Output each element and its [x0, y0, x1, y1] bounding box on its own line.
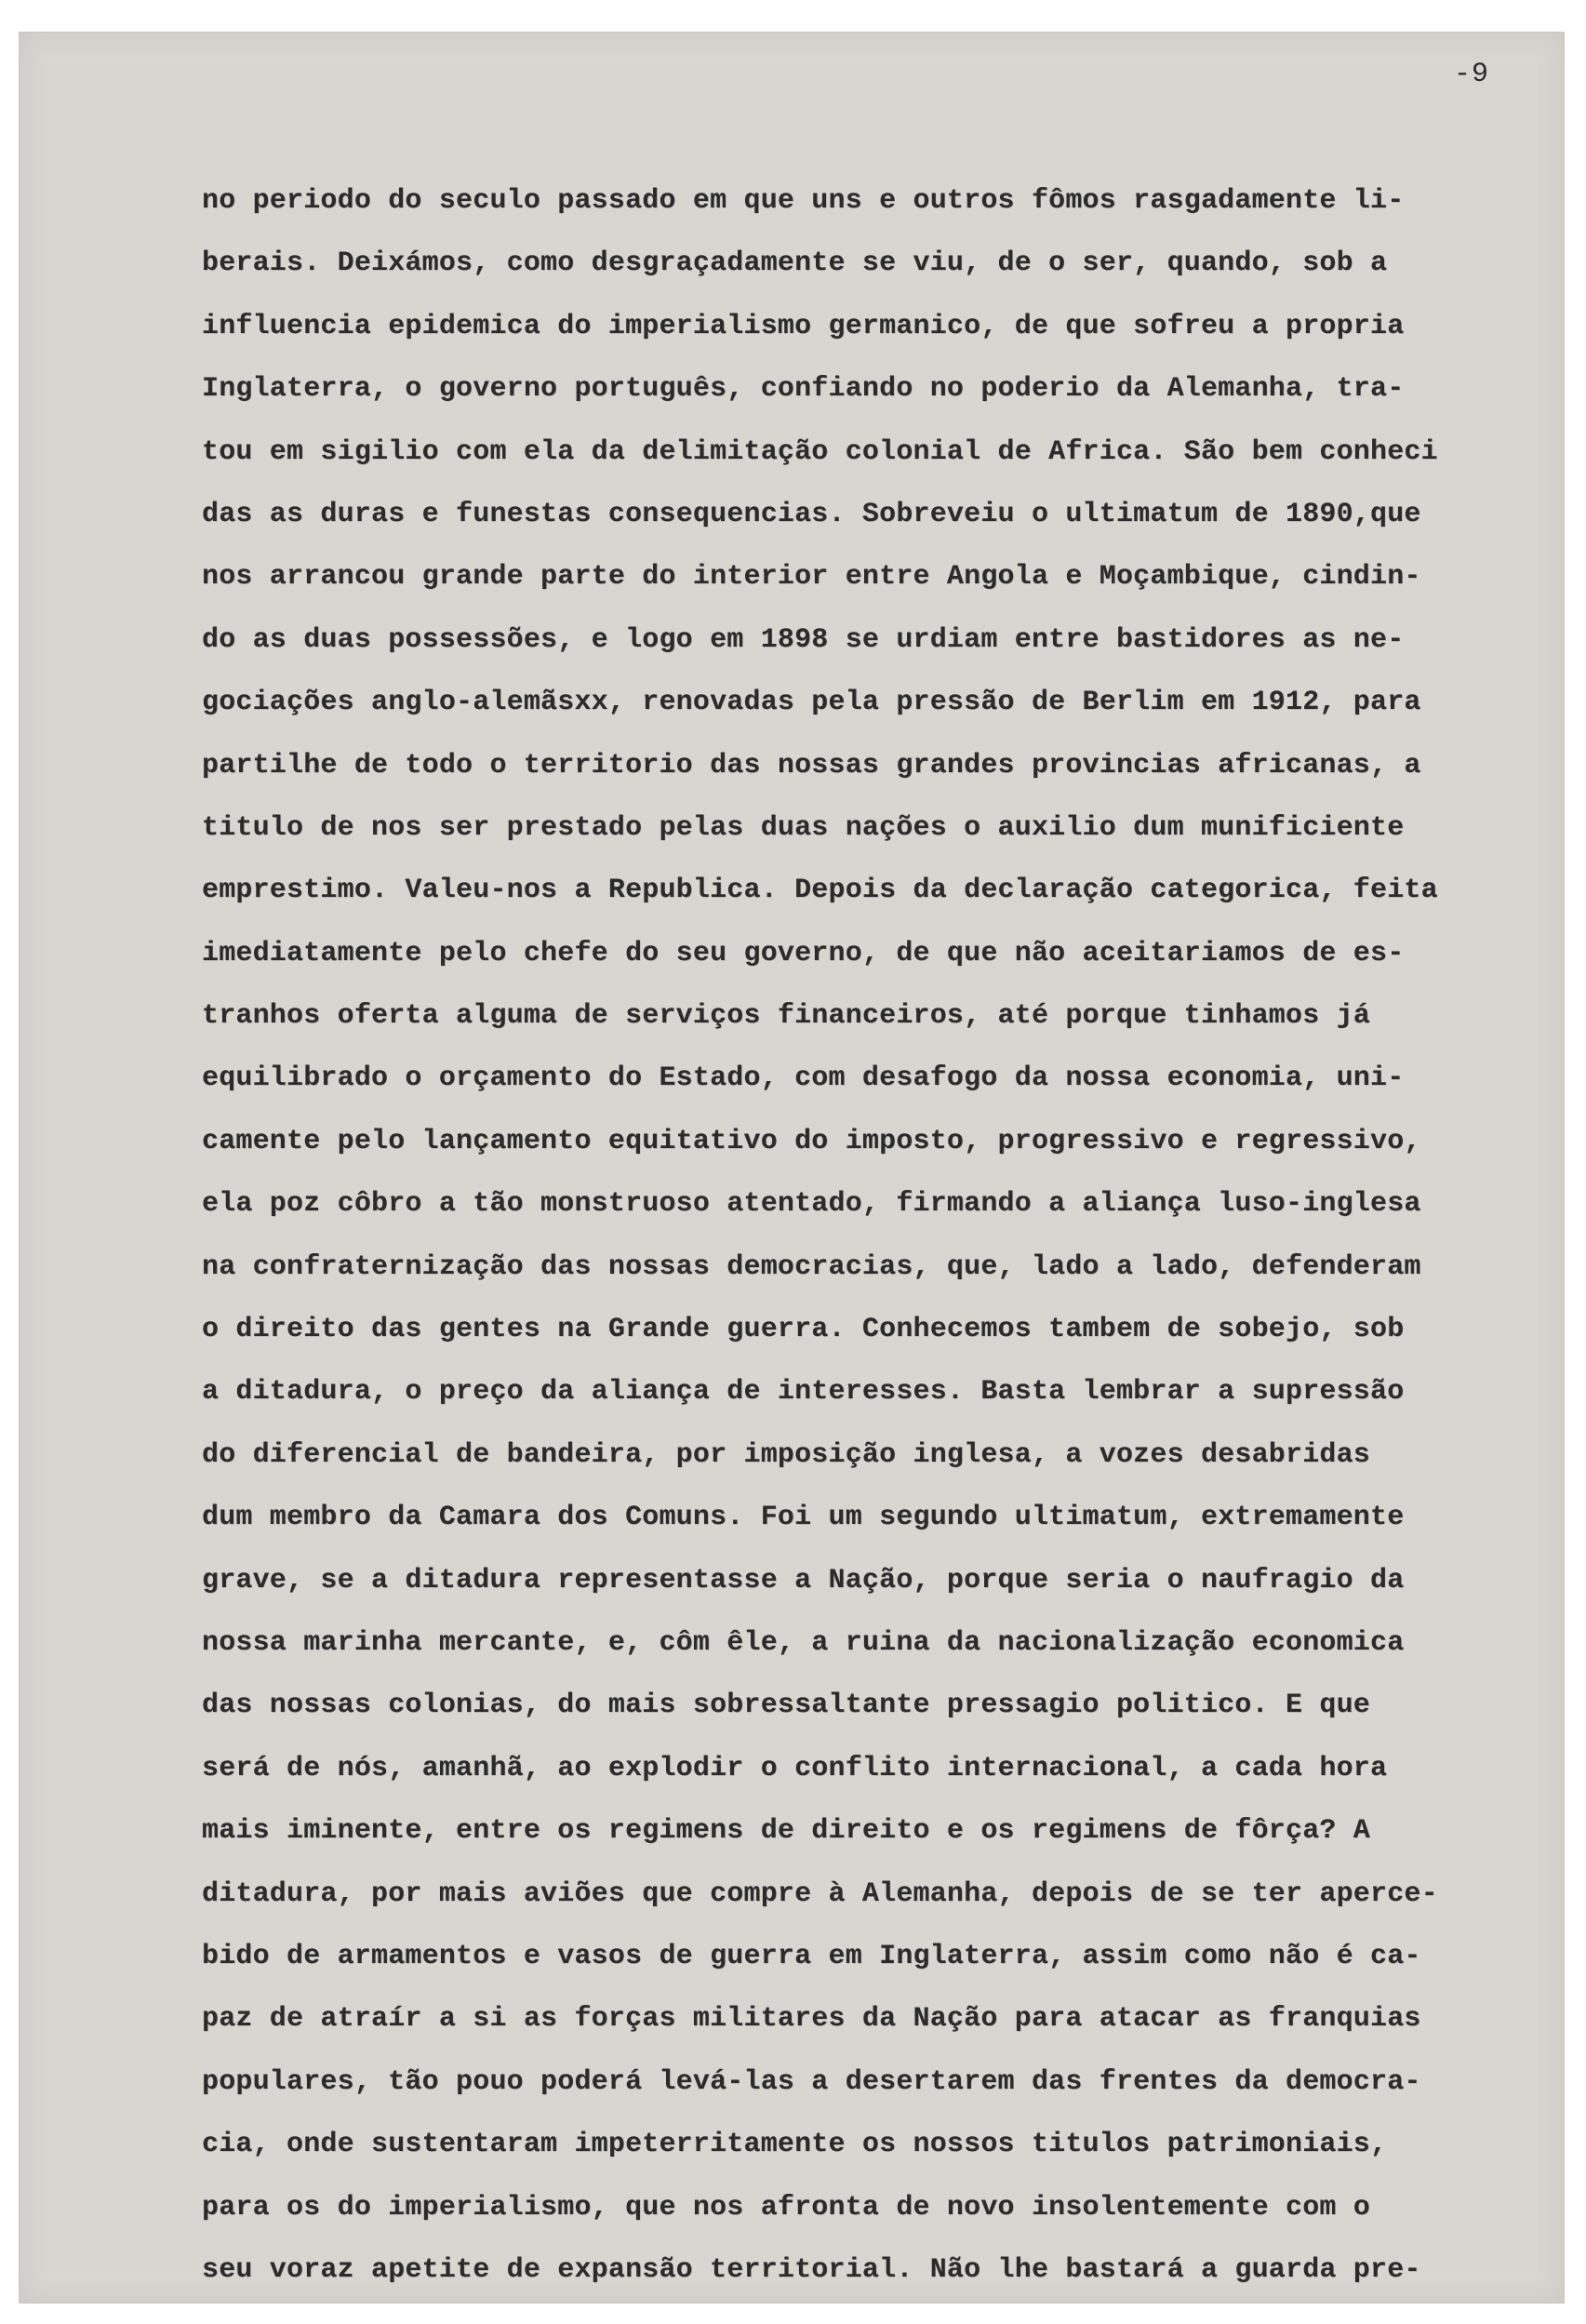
text-line: para os do imperialismo, que nos afronta de novo insolentemente com o [202, 2191, 1371, 2224]
text-line: será de nós, amanhã, ao explodir o conflito internacional, a cada hora [202, 1752, 1388, 1784]
text-line: do as duas possessões, e logo em 1898 se urdiam entre bastidores as ne- [202, 623, 1405, 656]
text-line: emprestimo. Valeu-nos a Republica. Depois da declaração categorica, feita [202, 875, 1438, 907]
text-line: cia, onde sustentaram impeterritamente os nossos titulos patrimoniais, [202, 2129, 1388, 2161]
text-line: no periodo do seculo passado em que uns e outros fômos rasgadamente li- [202, 185, 1405, 217]
text-line: tou em sigilio com ela da delimitação colonial de Africa. São bem conheci [202, 435, 1438, 468]
text-line: mais iminente, entre os regimens de direito e os regimens de fôrça? A [202, 1815, 1371, 1848]
text-line: grave, se a ditadura representasse a Nação, porque seria o naufragio da [202, 1564, 1405, 1596]
text-line: tranhos oferta alguma de serviços financeiros, até porque tinhamos já [202, 1000, 1371, 1033]
text-line: seu voraz apetite de expansão territorial. Não lhe bastará a guarda pre- [202, 2253, 1421, 2286]
text-line: Inglaterra, o governo português, confiando no poderio da Alemanha, tra- [202, 373, 1405, 406]
text-line: das as duras e funestas consequencias. Sobreveiu o ultimatum de 1890,que [202, 498, 1421, 530]
typewritten-body [202, 170, 1541, 2302]
text-line: das nossas colonias, do mais sobressaltante pressagio politico. E que [202, 1690, 1371, 1722]
text-line: titulo de nos ser prestado pelas duas nações o auxilio dum munificiente [202, 811, 1405, 844]
page-number: -9 [1453, 59, 1489, 90]
text-line: na confraternização das nossas democracias, que, lado a lado, defenderam [202, 1250, 1421, 1283]
text-line: do diferencial de bandeira, por imposição inglesa, a vozes desabridas [202, 1438, 1371, 1471]
text-line: ditadura, por mais aviões que compre à Alemanha, depois de se ter aperce- [202, 1877, 1438, 1910]
text-line: ela poz côbro a tão monstruoso atentado, firmando a aliança luso-inglesa [202, 1188, 1421, 1221]
text-line: a ditadura, o preço da aliança de interesses. Basta lembrar a supressão [202, 1376, 1405, 1409]
text-line: nossa marinha mercante, e, côm êle, a ruina da nacionalização economica [202, 1626, 1405, 1659]
text-line: influencia epidemica do imperialismo germanico, de que sofreu a propria [202, 310, 1405, 342]
text-line: camente pelo lançamento equitativo do imposto, progressivo e regressivo, [202, 1125, 1421, 1157]
text-line: o direito das gentes na Grande guerra. Conhecemos tambem de sobejo, sob [202, 1314, 1405, 1346]
text-line: populares, tão pouo poderá levá-las a desertarem das frentes da democra- [202, 2065, 1421, 2098]
text-line: nos arrancou grande parte do interior entre Angola e Moçambique, cindin- [202, 561, 1421, 594]
text-line: paz de atraír a si as forças militares da Nação para atacar as franquias [202, 2003, 1421, 2036]
text-line: berais. Deixámos, como desgraçadamente se viu, de o ser, quando, sob a [202, 247, 1388, 280]
document-page [19, 32, 1565, 2304]
text-line: dum membro da Camara dos Comuns. Foi um segundo ultimatum, extremamente [202, 1502, 1405, 1534]
text-line: partilhe de todo o territorio das nossas grandes provincias africanas, a [202, 749, 1421, 781]
text-line: equilibrado o orçamento do Estado, com desafogo da nossa economia, uni- [202, 1062, 1405, 1095]
text-line: imediatamente pelo chefe do seu governo, de que não aceitariamos de es- [202, 937, 1405, 969]
text-line: gociações anglo-alemãsxx, renovadas pela pressão de Berlim em 1912, para [202, 687, 1421, 719]
text-line: bido de armamentos e vasos de guerra em Inglaterra, assim como não é ca- [202, 1940, 1421, 1972]
